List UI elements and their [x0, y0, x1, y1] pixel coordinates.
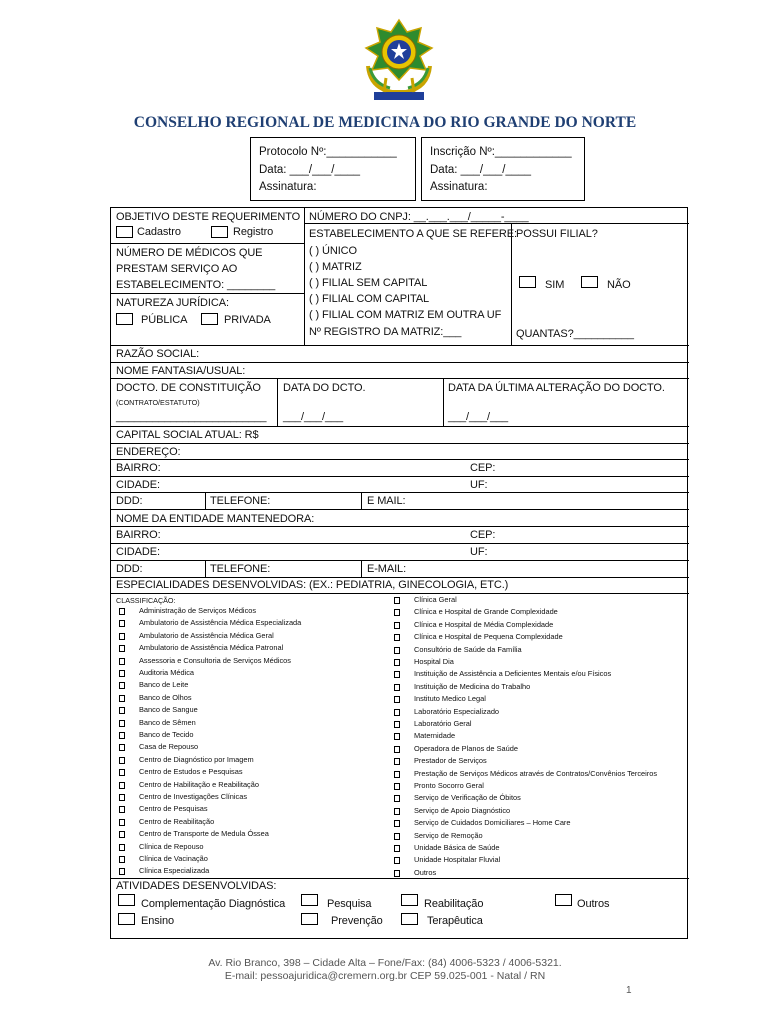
- class-right-checkbox[interactable]: [394, 609, 400, 616]
- complementacao-label: Complementação Diagnóstica: [141, 898, 286, 910]
- class-left-item[interactable]: [111, 853, 386, 865]
- class-right-label: Serviço de Cuidados Domiciliares – Home Care: [414, 818, 571, 828]
- class-right-label: Serviço de Apoio Diagnóstico: [414, 805, 511, 815]
- class-left-checkbox[interactable]: [119, 707, 125, 714]
- endereco-field[interactable]: ENDEREÇO:: [116, 446, 181, 458]
- num-medicos-label-2: PRESTAM SERVIÇO AO: [116, 263, 238, 275]
- class-left-checkbox[interactable]: [119, 732, 125, 739]
- classificacao-label: CLASSIFICAÇÃO:: [116, 596, 176, 605]
- class-left-checkbox[interactable]: [119, 620, 125, 627]
- class-left-checkbox[interactable]: [119, 831, 125, 838]
- class-left-item[interactable]: [111, 642, 386, 654]
- class-right-item[interactable]: [386, 631, 689, 643]
- publica-checkbox[interactable]: [116, 313, 133, 325]
- class-left-label: Ambulatorio de Assistência Médica Geral: [139, 630, 274, 640]
- estabelecimento-label: ESTABELECIMENTO A QUE SE REFERE:: [309, 228, 517, 240]
- class-right-checkbox[interactable]: [394, 820, 400, 827]
- class-right-checkbox[interactable]: [394, 808, 400, 815]
- brazil-coat-of-arms-icon: [360, 18, 438, 102]
- class-right-checkbox[interactable]: [394, 709, 400, 716]
- protocolo-date-field[interactable]: Data: ___/___/____: [259, 163, 361, 176]
- cep-field[interactable]: CEP:: [470, 462, 496, 474]
- class-left-label: Clínica de Vacinação: [139, 854, 208, 863]
- class-right-label: Instituição de Assistência a Deficientes Mentais e/ou Físicos: [414, 669, 612, 679]
- natureza-label: NATUREZA JURÍDICA:: [116, 297, 229, 309]
- sim-checkbox[interactable]: [519, 276, 536, 288]
- class-right-checkbox[interactable]: [394, 833, 400, 840]
- registration-form: [110, 207, 688, 939]
- est-filial-outra-uf-option[interactable]: ( ) FILIAL COM MATRIZ EM OUTRA UF: [309, 309, 502, 321]
- est-filial-sem-capital-option[interactable]: ( ) FILIAL SEM CAPITAL: [309, 277, 428, 289]
- class-right-label: Unidade Básica de Saúde: [414, 843, 500, 852]
- protocol-box-right: [421, 137, 585, 201]
- class-left-item[interactable]: [111, 617, 386, 629]
- email-field[interactable]: E MAIL:: [367, 495, 406, 507]
- class-left-label: Banco de Olhos: [139, 692, 192, 702]
- contrato-estatuto-label: (CONTRATO/ESTATUTO): [116, 398, 200, 407]
- est-filial-com-capital-option[interactable]: ( ) FILIAL COM CAPITAL: [309, 293, 430, 305]
- inscricao-field[interactable]: Inscrição Nº:____________: [430, 146, 572, 158]
- class-right-item[interactable]: [386, 768, 689, 780]
- class-right-label: Instituição de Medicina do Trabalho: [414, 681, 531, 691]
- privada-label: PRIVADA: [224, 314, 271, 326]
- class-right-checkbox[interactable]: [394, 721, 400, 728]
- est-unico-option[interactable]: ( ) ÚNICO: [309, 245, 357, 257]
- class-left-checkbox[interactable]: [119, 856, 125, 863]
- class-left-label: Centro de Habilitação e Reabilitação: [139, 779, 259, 789]
- nao-checkbox[interactable]: [581, 276, 598, 288]
- class-left-label: Administração de Serviços Médicos: [139, 606, 257, 615]
- class-left-item[interactable]: [111, 655, 386, 667]
- reabilitacao-label: Reabilitação: [424, 898, 484, 910]
- class-left-item[interactable]: [111, 779, 386, 791]
- class-right-label: Clínica Geral: [414, 595, 457, 604]
- possui-filial-label: POSSUI FILIAL?: [516, 228, 598, 240]
- class-right-checkbox[interactable]: [394, 647, 400, 654]
- cadastro-label: Cadastro: [137, 226, 181, 238]
- class-left-label: Banco de Sêmen: [139, 717, 196, 727]
- protocolo-signature-field[interactable]: Assinatura:: [259, 181, 317, 193]
- outros-checkbox[interactable]: [555, 894, 572, 906]
- class-right-item[interactable]: [386, 792, 689, 804]
- nome-fantasia-field[interactable]: NOME FANTASIA/USUAL:: [116, 365, 246, 377]
- uf2-field[interactable]: UF:: [470, 546, 488, 558]
- class-left-item[interactable]: [111, 754, 386, 766]
- class-right-checkbox[interactable]: [394, 634, 400, 641]
- class-left-checkbox[interactable]: [119, 769, 125, 776]
- capital-social-field[interactable]: CAPITAL SOCIAL ATUAL: R$: [116, 429, 259, 441]
- class-left-checkbox[interactable]: [119, 682, 125, 689]
- class-right-checkbox[interactable]: [394, 696, 400, 703]
- class-right-checkbox[interactable]: [394, 783, 400, 790]
- class-left-label: Centro de Reabilitação: [139, 816, 215, 826]
- class-right-label: Hospital Dia: [414, 657, 454, 666]
- num-medicos-field[interactable]: ESTABELECIMENTO: ________: [116, 279, 276, 291]
- class-right-item[interactable]: [386, 817, 689, 829]
- class-right-checkbox[interactable]: [394, 597, 400, 604]
- class-left-item[interactable]: [111, 741, 386, 753]
- prevencao-checkbox[interactable]: [301, 913, 318, 925]
- class-right-item[interactable]: [386, 730, 689, 742]
- footer-address: Av. Rio Branco, 398 – Cidade Alta – Fone/Fax: (84) 4006-5323 / 4006-5321.: [208, 957, 562, 969]
- class-left-item[interactable]: [111, 841, 386, 853]
- class-left-item[interactable]: [111, 803, 386, 815]
- class-right-item[interactable]: [386, 644, 689, 656]
- data-docto-field[interactable]: ___/___/___: [283, 411, 344, 423]
- class-left-checkbox[interactable]: [119, 608, 125, 615]
- class-left-checkbox[interactable]: [119, 720, 125, 727]
- class-right-label: Laboratório Especializado: [414, 706, 500, 716]
- reabilitacao-checkbox[interactable]: [401, 894, 418, 906]
- class-right-checkbox[interactable]: [394, 857, 400, 864]
- protocolo-field[interactable]: Protocolo Nº:___________: [259, 146, 397, 158]
- pesquisa-checkbox[interactable]: [301, 894, 318, 906]
- class-left-checkbox[interactable]: [119, 794, 125, 801]
- class-left-item[interactable]: [111, 865, 386, 877]
- objetivo-label: OBJETIVO DESTE REQUERIMENTO: [116, 211, 301, 223]
- data-docto-label: DATA DO DCTO.: [283, 382, 366, 394]
- registro-checkbox[interactable]: [211, 226, 228, 238]
- class-right-label: Clínica e Hospital de Média Complexidade: [414, 619, 554, 629]
- cep2-field[interactable]: CEP:: [470, 529, 496, 541]
- class-right-item[interactable]: [386, 706, 689, 718]
- class-left-label: Clínica de Repouso: [139, 841, 204, 851]
- telefone2-field[interactable]: TELEFONE:: [210, 563, 271, 575]
- class-right-item[interactable]: [386, 619, 689, 631]
- uf-field[interactable]: UF:: [470, 479, 488, 491]
- outros-label: Outros: [577, 898, 610, 910]
- class-left-checkbox[interactable]: [119, 806, 125, 813]
- class-right-checkbox[interactable]: [394, 746, 400, 753]
- terapeutica-label: Terapêutica: [427, 915, 483, 927]
- class-left-item[interactable]: [111, 605, 386, 617]
- class-right-checkbox[interactable]: [394, 771, 400, 778]
- class-right-label: Operadora de Planos de Saúde: [414, 743, 518, 753]
- sim-label: SIM: [545, 279, 565, 291]
- class-right-item[interactable]: [386, 656, 689, 668]
- ensino-label: Ensino: [141, 915, 175, 927]
- class-left-label: Centro de Investigações Clínicas: [139, 792, 248, 801]
- class-left-checkbox[interactable]: [119, 782, 125, 789]
- registro-label: Registro: [233, 226, 274, 238]
- class-left-item[interactable]: [111, 828, 386, 840]
- class-left-label: Auditoria Médica: [139, 668, 195, 677]
- class-left-item[interactable]: [111, 667, 386, 679]
- class-right-label: Consultório de Saúde da Família: [414, 644, 522, 654]
- class-left-checkbox[interactable]: [119, 844, 125, 851]
- email2-field[interactable]: E-MAIL:: [367, 563, 407, 575]
- class-right-item[interactable]: [386, 780, 689, 792]
- class-left-label: Ambulatorio de Assistência Médica Especializada: [139, 618, 302, 628]
- est-matriz-option[interactable]: ( ) MATRIZ: [309, 261, 362, 273]
- class-right-checkbox[interactable]: [394, 845, 400, 852]
- ddd2-field[interactable]: DDD:: [116, 563, 143, 575]
- class-left-label: Clínica Especializada: [139, 866, 210, 876]
- cidade-field[interactable]: CIDADE:: [116, 479, 160, 491]
- class-right-label: Laboratório Geral: [414, 719, 472, 728]
- class-right-label: Outros: [414, 867, 437, 877]
- class-left-checkbox[interactable]: [119, 868, 125, 875]
- class-right-label: Instituto Medico Legal: [414, 694, 486, 704]
- cadastro-checkbox[interactable]: [116, 226, 133, 238]
- protocol-box-left: [250, 137, 416, 201]
- bairro-field[interactable]: BAIRRO:: [116, 462, 161, 474]
- class-right-item[interactable]: [386, 830, 689, 842]
- prevencao-label: Prevenção: [331, 915, 383, 927]
- class-left-item[interactable]: [111, 704, 386, 716]
- publica-label: PÚBLICA: [141, 314, 188, 326]
- class-right-label: Pronto Socorro Geral: [414, 781, 484, 790]
- class-right-item[interactable]: [386, 743, 689, 755]
- class-right-item[interactable]: [386, 606, 689, 618]
- num-medicos-label: NÚMERO DE MÉDICOS QUE: [116, 247, 263, 259]
- privada-checkbox[interactable]: [201, 313, 218, 325]
- class-right-checkbox[interactable]: [394, 684, 400, 691]
- class-left-label: Centro de Diagnóstico por Imagem: [139, 754, 254, 764]
- bairro2-field[interactable]: BAIRRO:: [116, 529, 161, 541]
- class-right-item[interactable]: [386, 681, 689, 693]
- class-left-checkbox[interactable]: [119, 744, 125, 751]
- class-left-checkbox[interactable]: [119, 633, 125, 640]
- class-left-checkbox[interactable]: [119, 757, 125, 764]
- quantas-field[interactable]: QUANTAS?__________: [516, 328, 634, 340]
- class-left-item[interactable]: [111, 729, 386, 741]
- class-right-item[interactable]: [386, 594, 689, 606]
- class-left-item[interactable]: [111, 717, 386, 729]
- page-title: CONSELHO REGIONAL DE MEDICINA DO RIO GRANDE DO NORTE: [133, 114, 637, 131]
- data-alteracao-field[interactable]: ___/___/___: [448, 411, 509, 423]
- page-number: 1: [626, 985, 632, 996]
- class-right-label: Serviço de Remoção: [414, 830, 483, 840]
- class-right-label: Serviço de Verificação de Óbitos: [414, 793, 521, 803]
- especialidades-field[interactable]: ESPECIALIDADES DESENVOLVIDAS: (EX.: PEDIATRIA, GINECOLOGIA, ETC.): [116, 579, 509, 591]
- class-right-label: Clínica e Hospital de Grande Complexidade: [414, 607, 558, 617]
- ddd-field[interactable]: DDD:: [116, 495, 143, 507]
- class-right-item[interactable]: [386, 755, 689, 767]
- classificacao-right-list: [386, 594, 689, 880]
- class-right-checkbox[interactable]: [394, 795, 400, 802]
- class-right-label: Prestador de Serviços: [414, 756, 487, 766]
- class-left-label: Banco de Sangue: [139, 705, 198, 715]
- class-left-checkbox[interactable]: [119, 670, 125, 677]
- class-right-checkbox[interactable]: [394, 671, 400, 678]
- docto-constituicao-label: DOCTO. DE CONSTITUIÇÃO: [116, 382, 261, 394]
- ensino-checkbox[interactable]: [118, 913, 135, 925]
- class-left-item[interactable]: [111, 679, 386, 691]
- inscricao-date-field[interactable]: Data: ___/___/____: [430, 163, 532, 176]
- class-right-label: Clínica e Hospital de Pequena Complexidade: [414, 632, 563, 642]
- inscricao-signature-field[interactable]: Assinatura:: [430, 181, 488, 193]
- class-right-item[interactable]: [386, 842, 689, 854]
- class-left-item[interactable]: [111, 692, 386, 704]
- class-right-item[interactable]: [386, 854, 689, 866]
- registro-matriz-field[interactable]: Nº REGISTRO DA MATRIZ:___: [309, 326, 462, 338]
- atividades-label: ATIVIDADES DESENVOLVIDAS:: [116, 880, 277, 892]
- telefone-field[interactable]: TELEFONE:: [210, 495, 271, 507]
- docto-constituicao-field[interactable]: _________________________: [116, 411, 267, 423]
- class-left-item[interactable]: [111, 816, 386, 828]
- class-right-checkbox[interactable]: [394, 659, 400, 666]
- class-right-item[interactable]: [386, 668, 689, 680]
- class-right-label: Maternidade: [414, 731, 456, 741]
- class-left-label: Centro de Estudos e Pesquisas: [139, 767, 243, 777]
- class-left-label: Casa de Repouso: [139, 742, 199, 752]
- class-left-item[interactable]: [111, 791, 386, 803]
- mantenedora-field[interactable]: NOME DA ENTIDADE MANTENEDORA:: [116, 513, 315, 525]
- classificacao-left-list: [111, 605, 386, 880]
- class-right-item[interactable]: [386, 718, 689, 730]
- class-right-label: Prestação de Serviços Médicos através de Contratos/Convênios Terceiros: [414, 768, 658, 778]
- class-right-checkbox[interactable]: [394, 622, 400, 629]
- terapeutica-checkbox[interactable]: [401, 913, 418, 925]
- class-right-item[interactable]: [386, 805, 689, 817]
- class-right-checkbox[interactable]: [394, 758, 400, 765]
- class-left-checkbox[interactable]: [119, 645, 125, 652]
- cidade2-field[interactable]: CIDADE:: [116, 546, 160, 558]
- class-left-item[interactable]: [111, 630, 386, 642]
- nao-label: NÃO: [607, 279, 631, 291]
- class-left-label: Centro de Pesquisas: [139, 804, 208, 814]
- class-right-item[interactable]: [386, 693, 689, 705]
- class-left-checkbox[interactable]: [119, 695, 125, 702]
- class-right-checkbox[interactable]: [394, 870, 400, 877]
- class-left-checkbox[interactable]: [119, 819, 125, 826]
- class-left-label: Banco de Tecido: [139, 730, 194, 739]
- class-left-checkbox[interactable]: [119, 658, 125, 665]
- class-right-label: Unidade Hospitalar Fluvial: [414, 855, 501, 865]
- class-left-label: Banco de Leite: [139, 680, 189, 690]
- complementacao-checkbox[interactable]: [118, 894, 135, 906]
- razao-social-field[interactable]: RAZÃO SOCIAL:: [116, 348, 200, 360]
- pesquisa-label: Pesquisa: [327, 898, 372, 910]
- data-alteracao-label: DATA DA ÚLTIMA ALTERAÇÃO DO DOCTO.: [448, 382, 665, 394]
- class-left-label: Centro de Transporte de Medula Óssea: [139, 829, 269, 839]
- class-left-label: Ambulatorio de Assistência Médica Patronal: [139, 643, 284, 653]
- class-left-label: Assessoria e Consultoria de Serviços Médicos: [139, 655, 291, 665]
- footer-contact: E-mail: pessoajuridica@cremern.org.br CEP 59.025-001 - Natal / RN: [224, 970, 546, 982]
- class-left-item[interactable]: [111, 766, 386, 778]
- class-right-checkbox[interactable]: [394, 733, 400, 740]
- cnpj-field[interactable]: NÚMERO DO CNPJ: __.___.___/_____-____: [309, 211, 529, 223]
